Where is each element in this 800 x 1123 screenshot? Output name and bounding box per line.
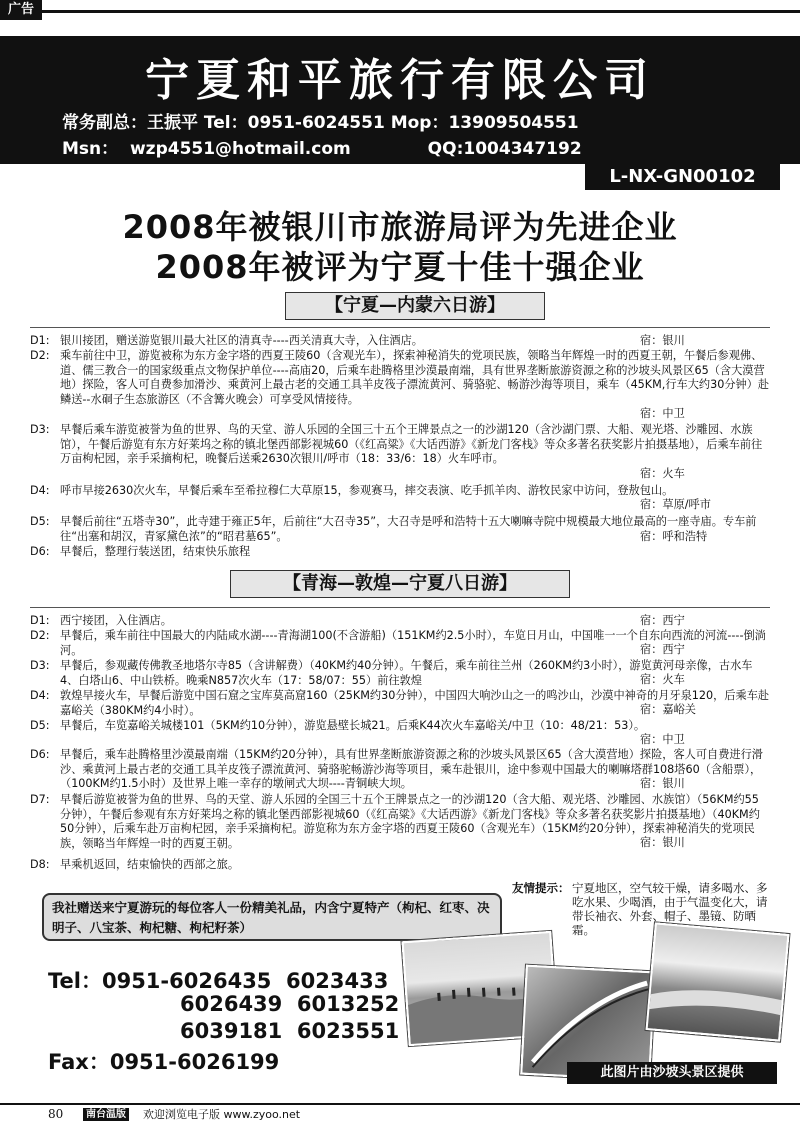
award-2: 2008年被评为宁夏十佳十强企业 (155, 248, 645, 286)
tel-line-3: 6039181 6023551 (180, 1019, 400, 1043)
footer (0, 1106, 800, 1123)
river-icon (647, 924, 789, 1041)
page-number: 80 (48, 1107, 64, 1121)
day-label: D2: (30, 349, 50, 362)
day-description: 早餐后前往“五塔寺30”，此寺建于雍正5年，后前往“大召寺35”，大召寺是呼和浩特十五大喇嘛寺院中规模最大地位最高的一座寺庙。专车前往“出塞和胡汉，青冢黛色浓”的“昭君墓65”。 (60, 515, 757, 543)
day-label: D5: (30, 515, 50, 528)
day-label: D2: (30, 629, 50, 642)
overnight-location: 宿：西宁 (640, 614, 685, 627)
day-description: 早餐后，整理行装送团，结束快乐旅程 (60, 545, 251, 558)
photo-credit: 此图片由沙坡头景区提供 (567, 1062, 777, 1084)
award-1: 2008年被银川市旅游局评为先进企业 (122, 208, 678, 246)
tip-label: 友情提示： (512, 881, 570, 895)
day-description: 早餐后，参观藏传佛教圣地塔尔寺85（含讲解费）（40KM约40分钟）。午餐后，乘车前往兰州（260KM约3小时），游览黄河母亲像，古水车4、白塔山6、中山铁桥。晚乘N857次火车（17：58/07：55）前往敦煌 (60, 659, 753, 687)
route-1-title: 【宁夏—内蒙六日游】 (285, 292, 545, 320)
overnight-location: 宿：火车 (640, 673, 685, 686)
company-name: 宁夏和平旅行有限公司 (145, 55, 655, 106)
tel-line-1: Tel：0951-6026435 6023433 (48, 969, 389, 993)
top-rule (42, 10, 800, 13)
edition-badge: 南台温版 (83, 1108, 129, 1121)
itinerary-day (30, 349, 770, 408)
gift-notice: 我社赠送来宁夏游玩的每位客人一份精美礼品，内含宁夏特产（枸杞、红枣、决明子、八宝茶、枸杞糖、枸杞籽茶） (42, 893, 502, 941)
day-description: 早餐后，车览嘉峪关城楼101（5KM约10分钟），游览悬壁长城21。后乘K44次火车嘉峪关/中卫（10：48/21：53）。 (60, 719, 646, 732)
day-label: D5: (30, 719, 50, 732)
day-description: 呼市早接2630次火车，早餐后乘车至希拉穆仁大草原15，参观赛马，摔交表演、吃手抓羊肉、游牧民家中访问，登敖包山。 (60, 484, 674, 497)
license-number: L-NX-GN00102 (585, 164, 780, 190)
day-description: 早餐后游览被誉为鱼的世界、鸟的天堂、游人乐园的全国三十五个王牌景点之一的沙湖120（含大船、观光塔、沙雕园、水族馆）（56KM约55分钟），午餐后参观有东方好莱坞之称的镇北堡西部影视城60（《红高粱》《大话西游》《新龙门客栈》等众多著名获奖影片拍摄基地）（40KM约50分钟），后乘车赴万亩枸杞园，亲手采摘枸杞。游览称为东方金字塔的西夏王陵60（含观光车）（15KM约20分钟），探索神秘消失的党项民族，领略当年辉煌一时的西夏王朝。 (60, 793, 760, 851)
itinerary-day (30, 719, 770, 734)
overnight-location: 宿：火车 (640, 467, 685, 480)
contact-line-2: Msn： wzp4551@hotmail.com QQ:1004347192 (62, 139, 582, 159)
route-2-title: 【青海—敦煌—宁夏八日游】 (230, 570, 570, 598)
tip-text: 宁夏地区，空气较干燥，请多喝水、多吃水果、少喝酒，由于气温变化大，请带长袖衣、外套、帽子、墨镜、防晒霜。 (572, 881, 768, 937)
day-label: D3: (30, 423, 50, 436)
day-label: D6: (30, 748, 50, 761)
header-banner (0, 36, 800, 164)
footer-rule (0, 1103, 800, 1105)
day-label: D7: (30, 793, 50, 806)
overnight-location: 宿：银川 (640, 334, 685, 347)
day-description: 乘车前往中卫，游览被称为东方金字塔的西夏王陵60（含观光车），探索神秘消失的党项民族，领略当年辉煌一时的西夏王朝，午餐后参观佛、道、儒三教合一的国家级重点文物保护单位----高庙20，后乘车赴腾格里沙漠最南端，具有世界垄断旅游资源之称的沙坡头风景区65（含大漠营地）探险，客人可自费参加滑沙、乘黄河上最古老的交通工具羊皮筏子漂流黄河、骑骆驼、畅游沙海等项目，乘车（45KM,行车大约30分钟）赴鳞送--水硐子生态旅游区（不含篝火晚会）可享受风情接待。 (60, 349, 770, 407)
fax-line: Fax：0951-6026199 (48, 1050, 280, 1074)
overnight-location: 宿：草原/呼市 (640, 498, 711, 511)
itinerary-day (30, 423, 770, 467)
day-label: D1: (30, 334, 50, 347)
website-link[interactable]: 欢迎浏览电子版 www.zyoo.net (143, 1108, 301, 1121)
day-description: 银川接团，赠送游览银川最大社区的清真寺----西关清真大寺，入住酒店。 (60, 334, 423, 347)
day-description: 敦煌早接火车，早餐后游览中国石窟之宝库莫高窟160（25KM约30分钟），中国四大响沙山之一的鸣沙山，沙漠中神奇的月牙泉120，后乘车赴嘉峪关（380KM约4小时）。 (60, 689, 770, 717)
day-description: 西宁接团，入住酒店。 (60, 614, 172, 627)
itinerary-day (30, 545, 770, 560)
day-description: 早餐后乘车游览被誉为鱼的世界、鸟的天堂、游人乐园的全国三十五个王牌景点之一的沙湖120（含沙湖门票、大船、观光塔、沙雕园、水族馆），午餐后游览有东方好莱坞之称的镇北堡西部影视城60（《红高粱》《大话西游》《新龙门客栈》等众多著名获奖影片拍摄基地），后乘车前往万亩枸杞园，亲手采摘枸杞，晚餐后送乘2630次银川/呼市（18：33/6：18）火车呼市。 (60, 423, 763, 466)
itinerary-day (30, 484, 770, 499)
overnight-location: 宿：呼和浩特 (640, 530, 708, 543)
contact-line-1: 常务副总：王振平 Tel：0951-6024551 Mop：13909504551 (62, 113, 579, 133)
overnight-location: 宿：中卫 (640, 407, 685, 420)
day-description: 早乘机返回，结束愉快的西部之旅。 (60, 858, 240, 871)
overnight-location: 宿：银川 (640, 777, 685, 790)
divider (30, 607, 770, 608)
tel-line-2: 6026439 6013252 (180, 992, 400, 1016)
day-description: 早餐后，乘车前往中国最大的内陆咸水湖----青海湖100(不含游船)（151KM约2.5小时），车览日月山，中国唯一一个自东向西流的河流----倒淌河。 (60, 629, 766, 657)
day-label: D4: (30, 484, 50, 497)
day-label: D1: (30, 614, 50, 627)
itinerary-day (30, 858, 770, 873)
ad-tag: 广告 (0, 0, 42, 20)
overnight-location: 宿：中卫 (640, 733, 685, 746)
day-label: D4: (30, 689, 50, 702)
day-label: D8: (30, 858, 50, 871)
overnight-location: 宿：西宁 (640, 643, 685, 656)
day-label: D3: (30, 659, 50, 672)
river-landscape-photo (646, 922, 790, 1041)
overnight-location: 宿：银川 (640, 836, 685, 849)
day-label: D6: (30, 545, 50, 558)
day-description: 早餐后，乘车赴腾格里沙漠最南端（15KM约20分钟），具有世界垄断旅游资源之称的沙坡头风景区65（含大漠营地）探险，客人可自费进行滑沙、乘黄河上最古老的交通工具羊皮筏子漂流黄河、骑骆驼畅游沙海等项目，乘车赴银川，途中参观中国最大的喇嘛塔群108塔60（含船票），（100KM约1.5小时）及世界上唯一幸存的墩闸式大坝----青铜峡大坝。 (60, 748, 763, 791)
overnight-location: 宿：嘉峪关 (640, 703, 696, 716)
divider (30, 327, 770, 328)
